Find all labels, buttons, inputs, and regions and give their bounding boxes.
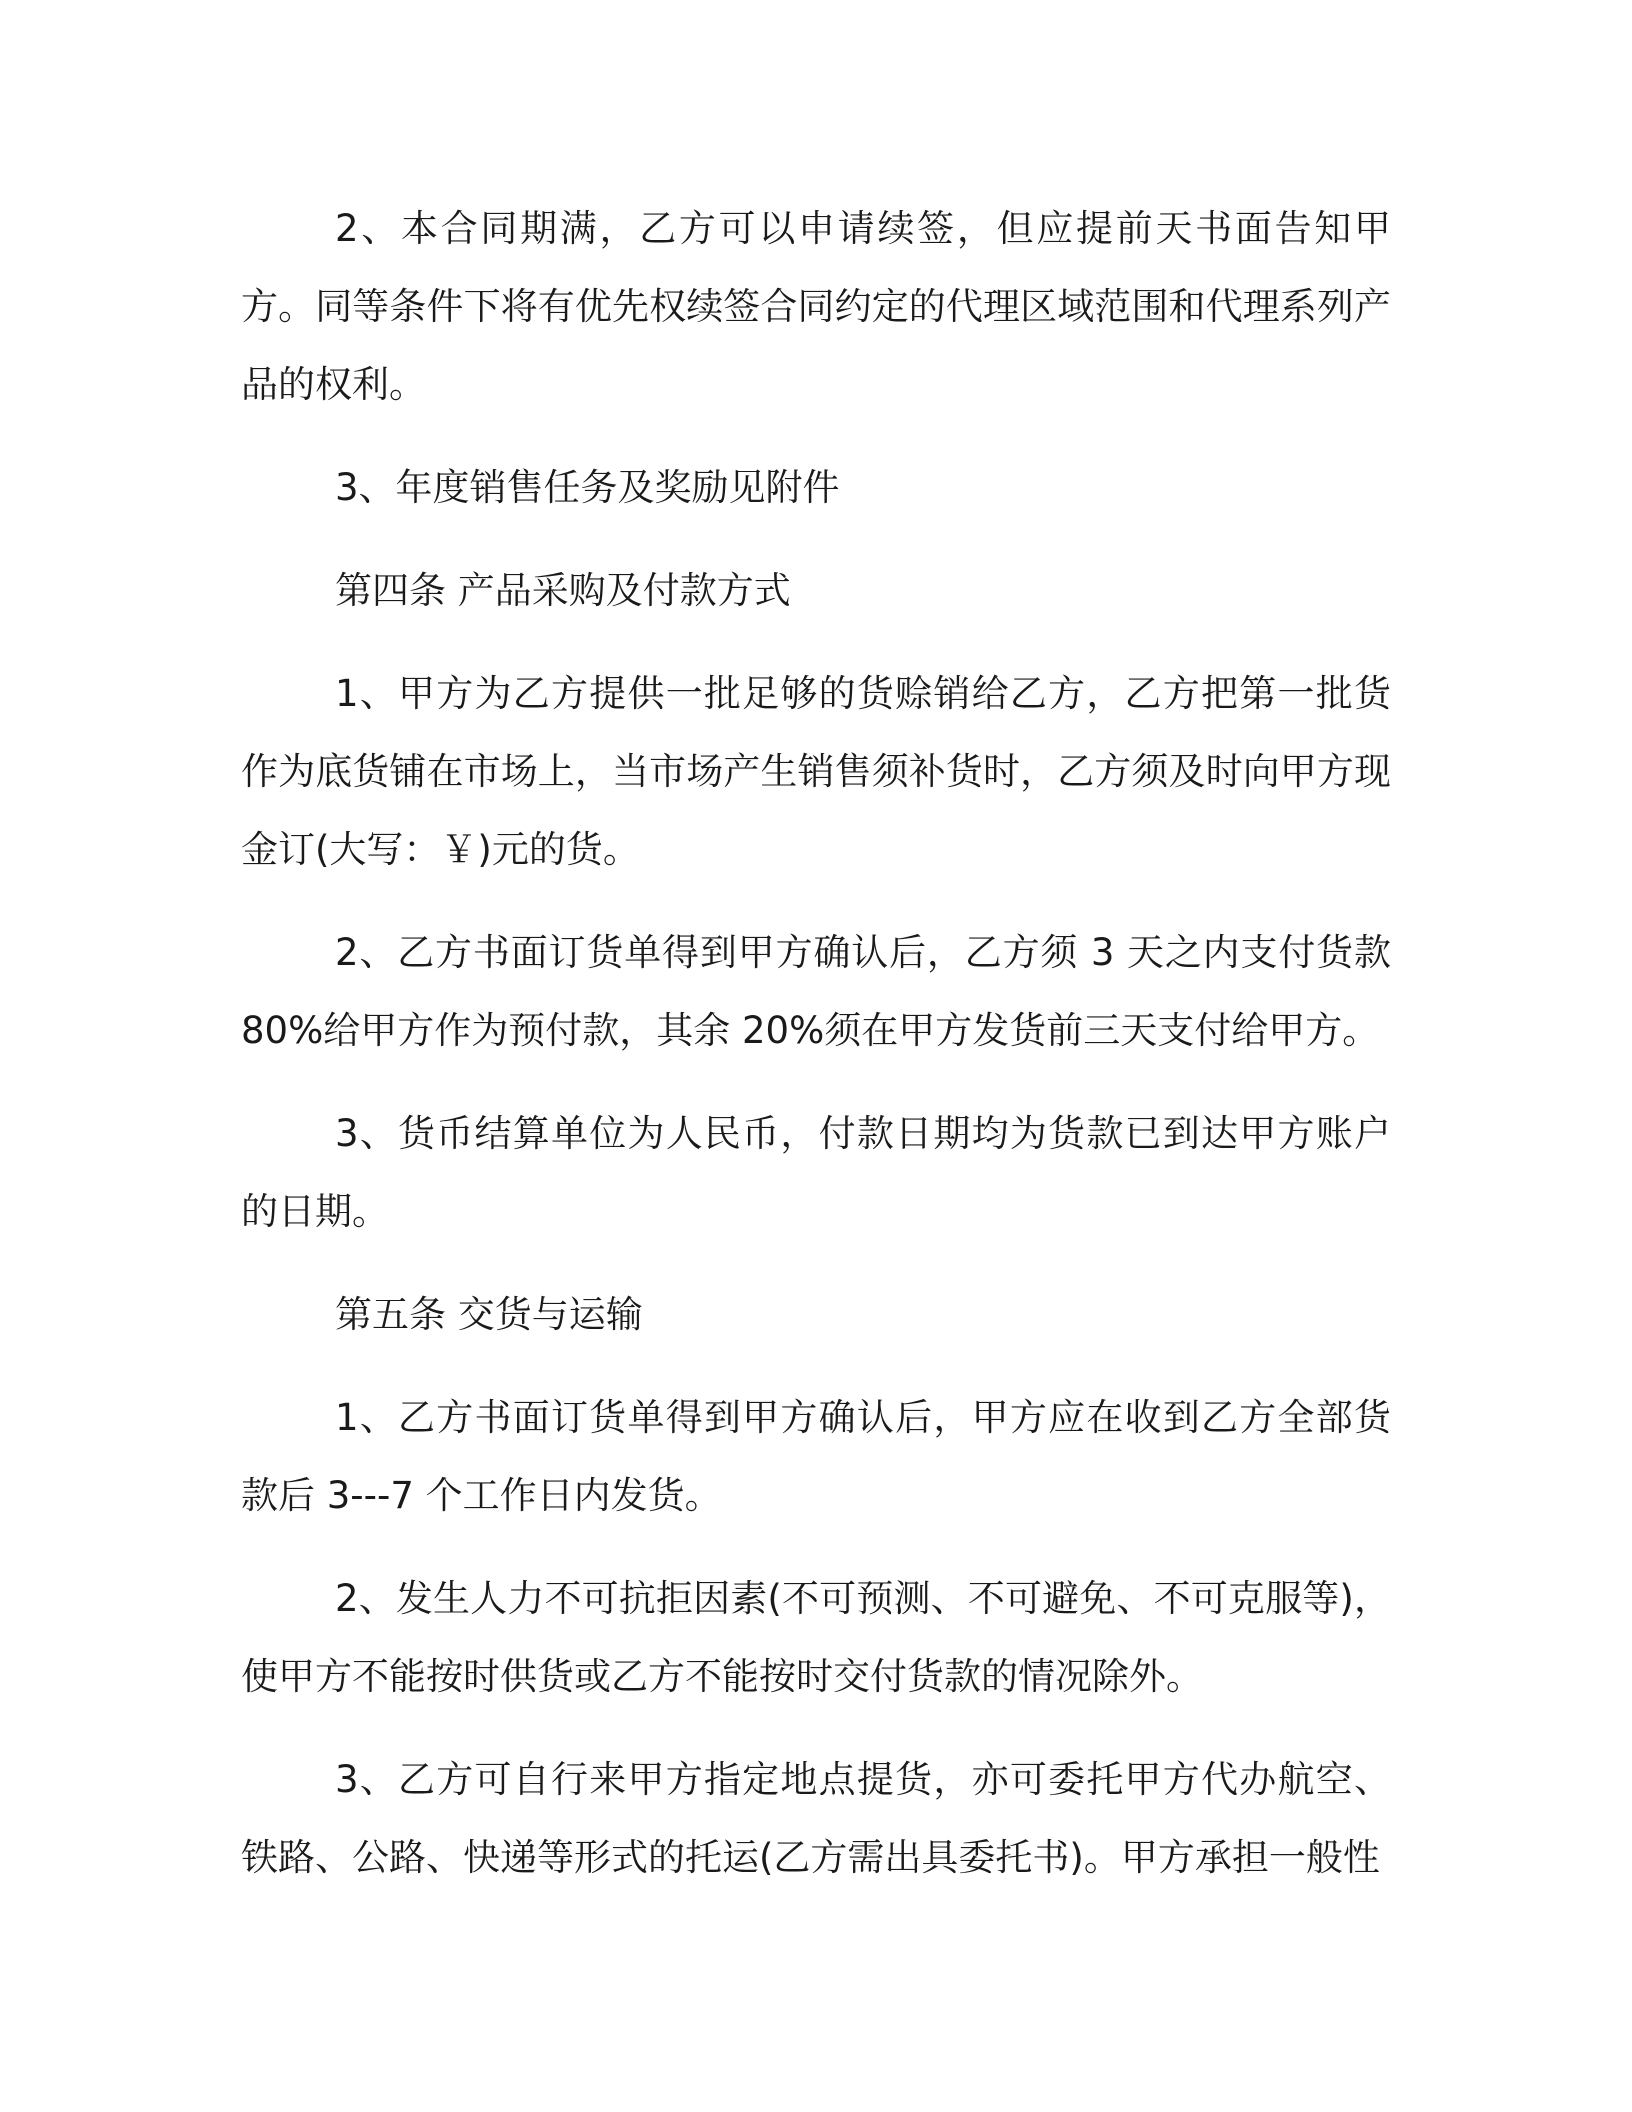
paragraph-first-batch: 1、甲方为乙方提供一批足够的货赊销给乙方，乙方把第一批货作为底货铺在市场上，当市场产生销售须补货时，乙方须及时向甲方现金订(大写：￥)元的货。	[241, 672, 1391, 871]
paragraph-renewal: 2、本合同期满，乙方可以申请续签，但应提前天书面告知甲方。同等条件下将有优先权续签合同约定的代理区域范围和代理系列产品的权利。	[241, 207, 1391, 406]
paragraph-delivery-time: 1、乙方书面订货单得到甲方确认后，甲方应在收到乙方全部货款后 3---7 个工作日内发货。	[241, 1396, 1391, 1517]
heading-article-4: 第四条 产品采购及付款方式	[335, 569, 791, 612]
paragraph-prepayment: 2、乙方书面订货单得到甲方确认后，乙方须 3 天之内支付货款 80%给甲方作为预付款，其余 20%须在甲方发货前三天支付给甲方。	[241, 931, 1391, 1052]
paragraph-shipping: 3、乙方可自行来甲方指定地点提货，亦可委托甲方代办航空、铁路、公路、快递等形式的托运(乙方需出具委托书)。甲方承担一般性	[241, 1758, 1391, 1879]
paragraph-force-majeure: 2、发生人力不可抗拒因素(不可预测、不可避免、不可克服等)，使甲方不能按时供货或乙方不能按时交付货款的情况除外。	[241, 1577, 1391, 1698]
document-body	[241, 190, 1391, 1922]
paragraph-currency: 3、货币结算单位为人民币，付款日期均为货款已到达甲方账户的日期。	[241, 1112, 1391, 1233]
paragraph-sales-target: 3、年度销售任务及奖励见附件	[335, 466, 840, 509]
heading-article-5: 第五条 交货与运输	[335, 1293, 643, 1336]
